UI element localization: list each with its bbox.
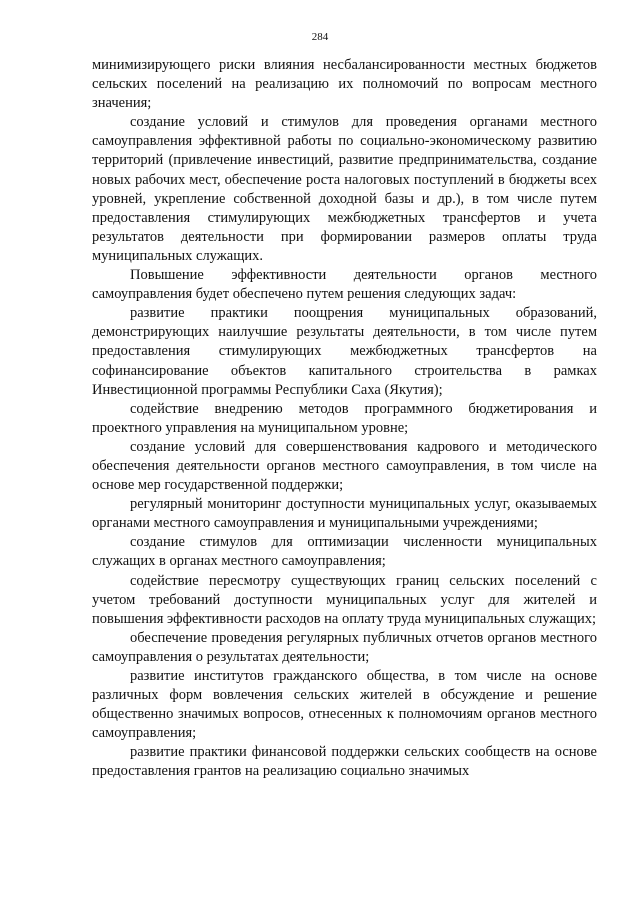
task-public-reports: обеспечение проведения регулярных публичных отчетов органов местного самоуправления о результатах деятельности; bbox=[92, 629, 597, 665]
paragraph-continuation: минимизирующего риски влияния несбалансированности местных бюджетов сельских поселений на реализацию их полномочий по вопросам местного значения; bbox=[92, 57, 597, 112]
task-grants-support: развитие практики финансовой поддержки сельских сообществ на основе предоставления грантов на реализацию социально значимых bbox=[92, 744, 597, 780]
task-services-monitoring: регулярный мониторинг доступности муниципальных услуг, оказываемых органами местного самоуправления и муниципальными учреждениями; bbox=[92, 496, 597, 532]
paragraph-incentives: создание условий и стимулов для проведения органами местного самоуправления эффективной работы по социально-экономическому развитию территорий (привлечение инвестиций, развитие предпринимательства, создание новых рабочих мест, обеспечение роста налоговых поступлений в бюджеты всех уровней, укрепление собственной доходной базы и др.), в том числе путем предоставления стимулирующих межбюджетных трансфертов и учета результатов деятельности при формировании размеров оплаты труда муниципальных служащих. bbox=[92, 114, 597, 264]
task-encouragement-practice: развитие практики поощрения муниципальных образований, демонстрирующих наилучшие результаты деятельности, в том числе путем предоставления стимулирующих межбюджетных трансфертов на софинансирование объектов капитального строительства в рамках Инвестиционной программы Республики Саха (Якутия); bbox=[92, 305, 597, 398]
task-staff-optimization: создание стимулов для оптимизации численности муниципальных служащих в органах местного самоуправления; bbox=[92, 534, 597, 570]
document-body bbox=[92, 56, 597, 782]
task-staff-support: создание условий для совершенствования кадрового и методического обеспечения деятельности органов местного самоуправления, в том числе на основе мер государственной поддержки; bbox=[92, 438, 597, 494]
paragraph-efficiency-intro: Повышение эффективности деятельности органов местного самоуправления будет обеспечено путем решения следующих задач: bbox=[92, 267, 597, 303]
task-civil-society: развитие институтов гражданского общества, в том числе на основе различных форм вовлечения сельских жителей в обсуждение и решение общественно значимых вопросов, отнесенных к полномочиям органов местного самоуправления; bbox=[92, 668, 597, 742]
task-program-budgeting: содействие внедрению методов программного бюджетирования и проектного управления на муниципальном уровне; bbox=[92, 400, 597, 436]
task-borders-review: содействие пересмотру существующих границ сельских поселений с учетом требований доступности муниципальных услуг для жителей и повышения эффективности расходов на оплату труда муниципальных служащих; bbox=[92, 572, 597, 627]
page-number: 284 bbox=[311, 31, 329, 43]
